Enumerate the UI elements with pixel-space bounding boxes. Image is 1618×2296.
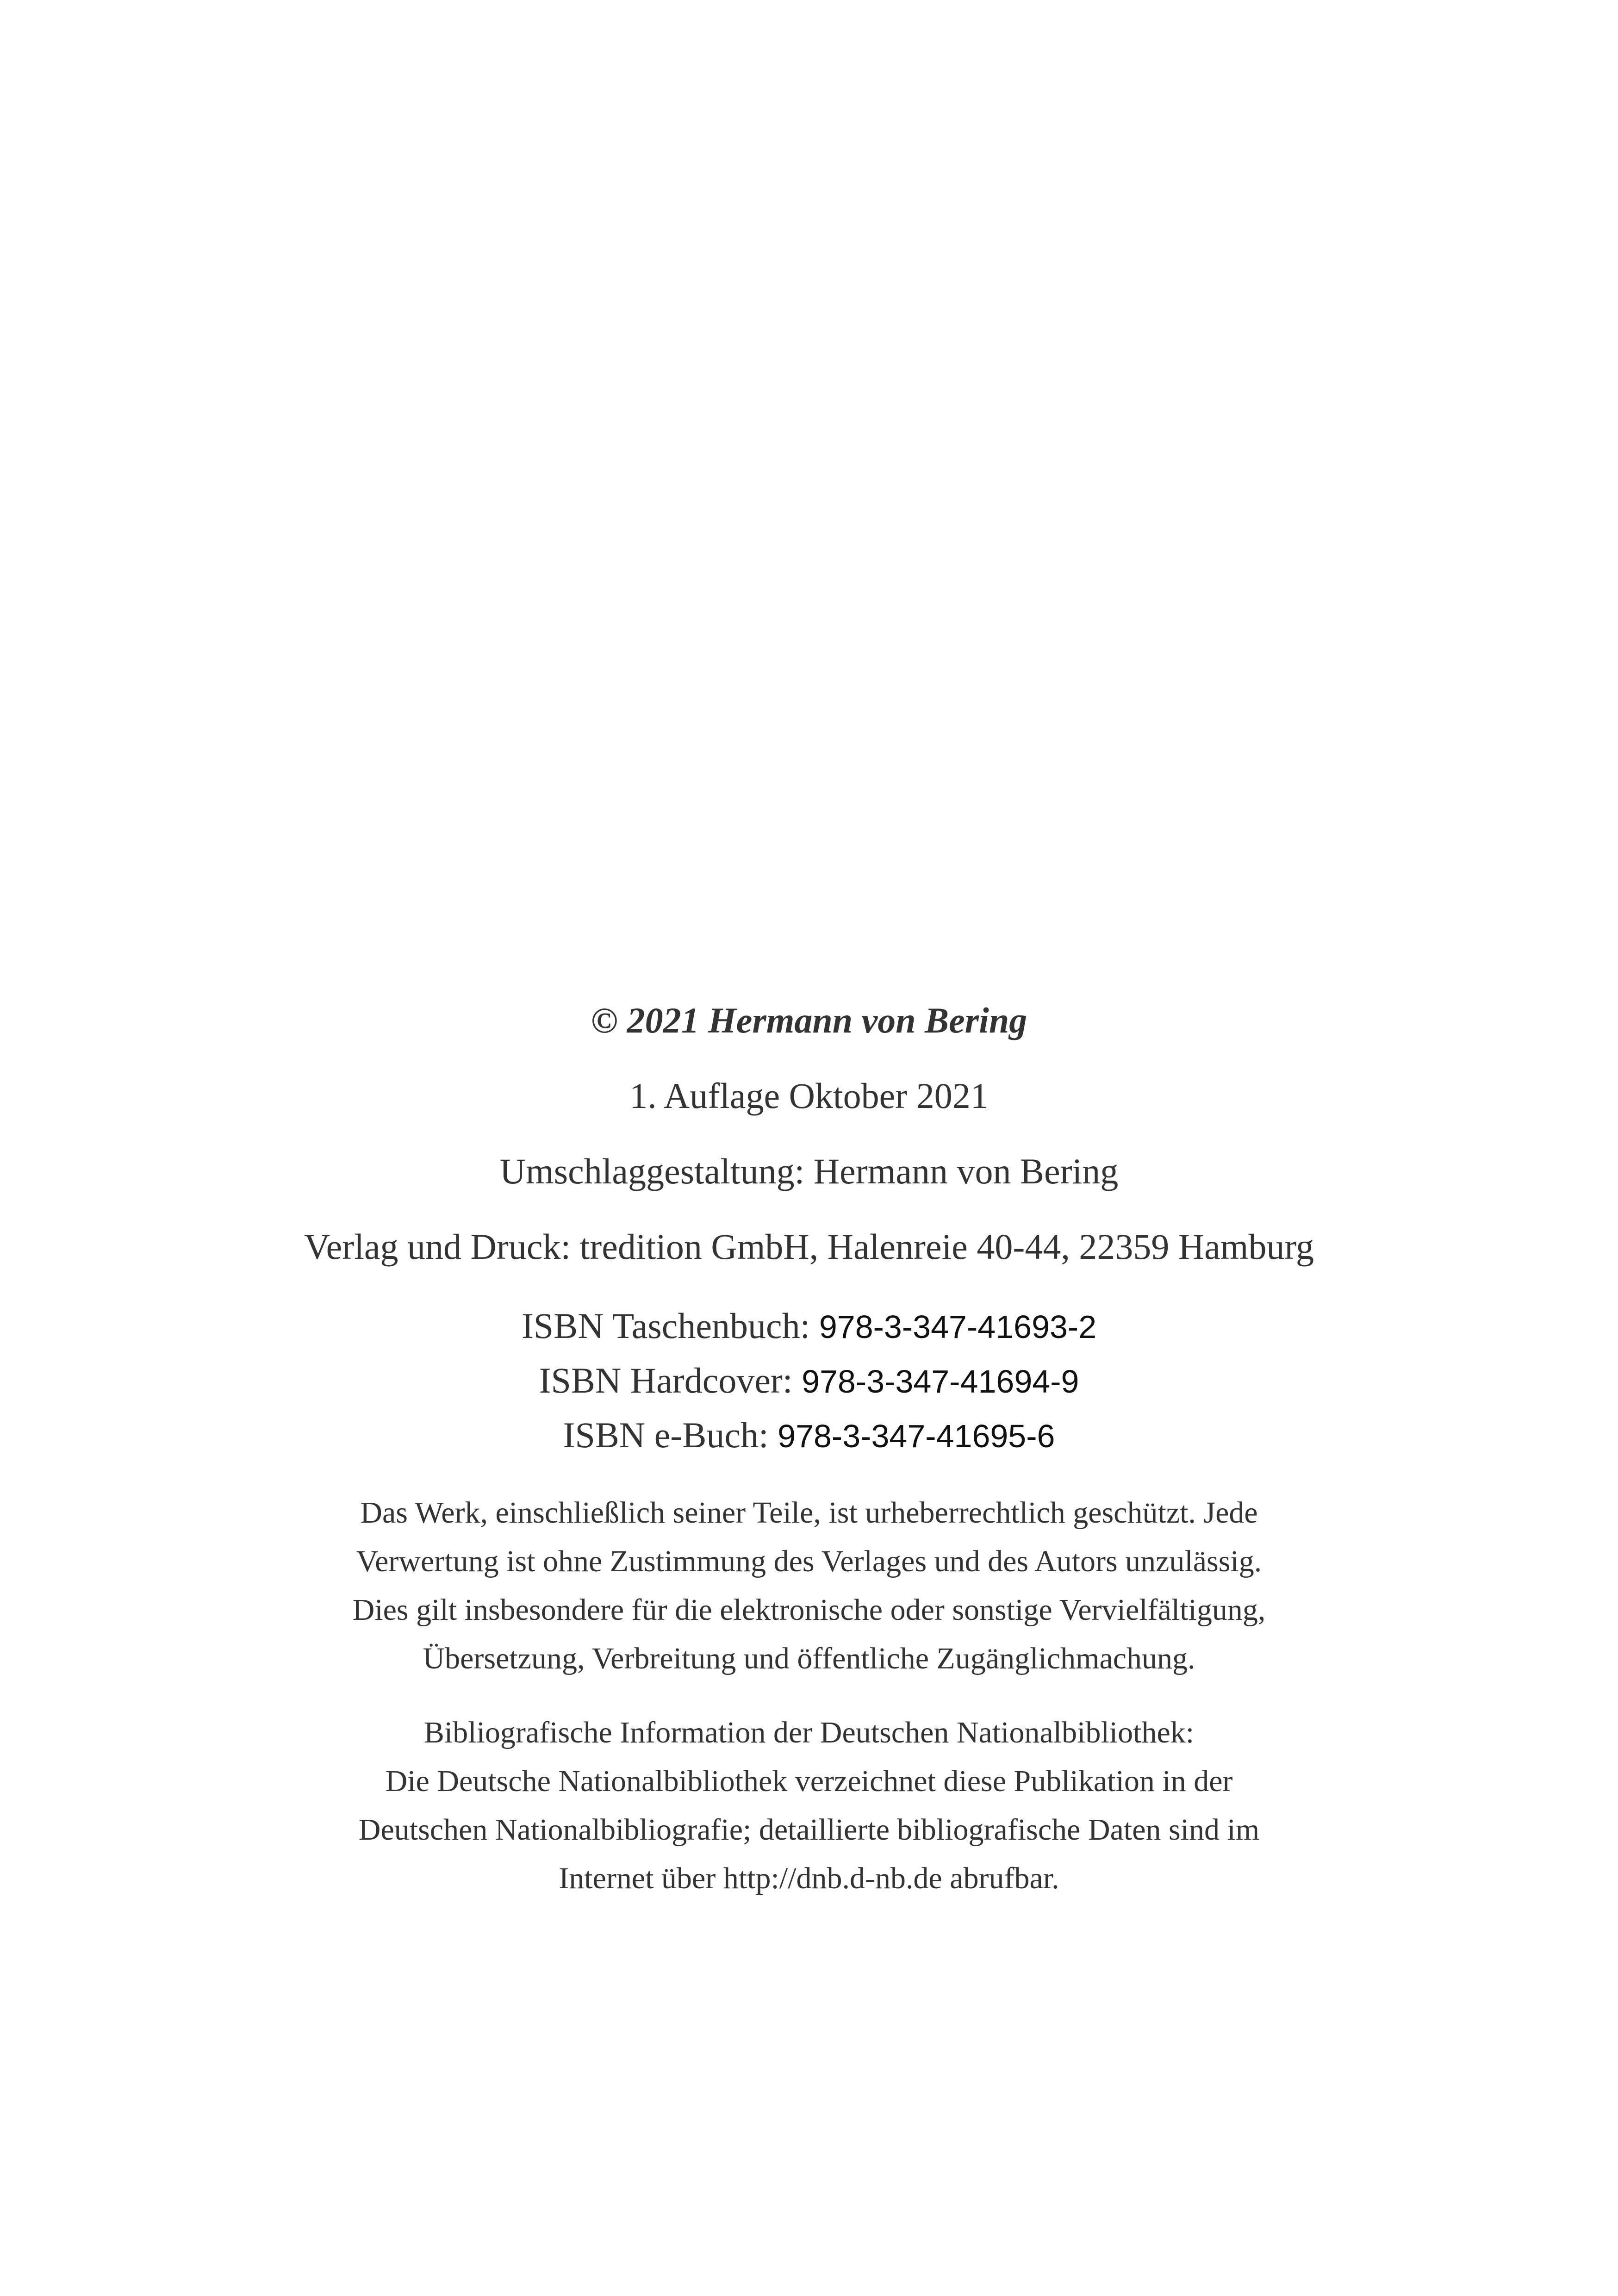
bibliographic-info-line: Internet über http://dnb.d-nb.de abrufbar.: [559, 1861, 1059, 1895]
isbn-number: 978-3-347-41693-2: [819, 1309, 1097, 1345]
isbn-ebook: [0, 1408, 1618, 1463]
edition-line: 1. Auflage Oktober 2021: [629, 1076, 989, 1116]
isbn-number: 978-3-347-41694-9: [802, 1363, 1079, 1400]
rights-notice-line: Verwertung ist ohne Zustimmung des Verlages und des Autors unzulässig.: [356, 1544, 1262, 1578]
isbn-number: 978-3-347-41695-6: [778, 1418, 1055, 1454]
rights-notice-line: Das Werk, einschließlich seiner Teile, ist urheberrechtlich geschützt. Jede: [360, 1496, 1258, 1530]
publisher-line: Verlag und Druck: tredition GmbH, Halenreie 40-44, 22359 Hamburg: [304, 1226, 1314, 1267]
isbn-paperback: [0, 1299, 1618, 1354]
isbn-label: ISBN e-Buch:: [563, 1415, 778, 1455]
isbn-label: ISBN Taschenbuch:: [521, 1306, 819, 1346]
rights-notice-line: Übersetzung, Verbreitung und öffentliche Zugänglichmachung.: [423, 1642, 1195, 1675]
isbn-hardcover: [0, 1354, 1618, 1408]
bibliographic-info-line: Die Deutsche Nationalbibliothek verzeichnet diese Publikation in der: [385, 1764, 1233, 1798]
bibliographic-info-line: Bibliografische Information der Deutschen Nationalbibliothek:: [423, 1716, 1195, 1749]
bibliographic-info-line: Deutschen Nationalbibliografie; detaillierte bibliografische Daten sind im: [358, 1813, 1260, 1847]
copyright-line: © 2021 Hermann von Bering: [591, 1000, 1027, 1040]
imprint-block: [0, 997, 1618, 1903]
isbn-list: [0, 1299, 1618, 1463]
isbn-label: ISBN Hardcover:: [539, 1360, 802, 1400]
bibliographic-info: [0, 1708, 1618, 1903]
rights-notice-line: Dies gilt insbesondere für die elektronische oder sonstige Vervielfältigung,: [352, 1593, 1266, 1627]
cover-design-line: Umschlaggestaltung: Hermann von Bering: [499, 1151, 1119, 1191]
rights-notice: [0, 1488, 1618, 1683]
